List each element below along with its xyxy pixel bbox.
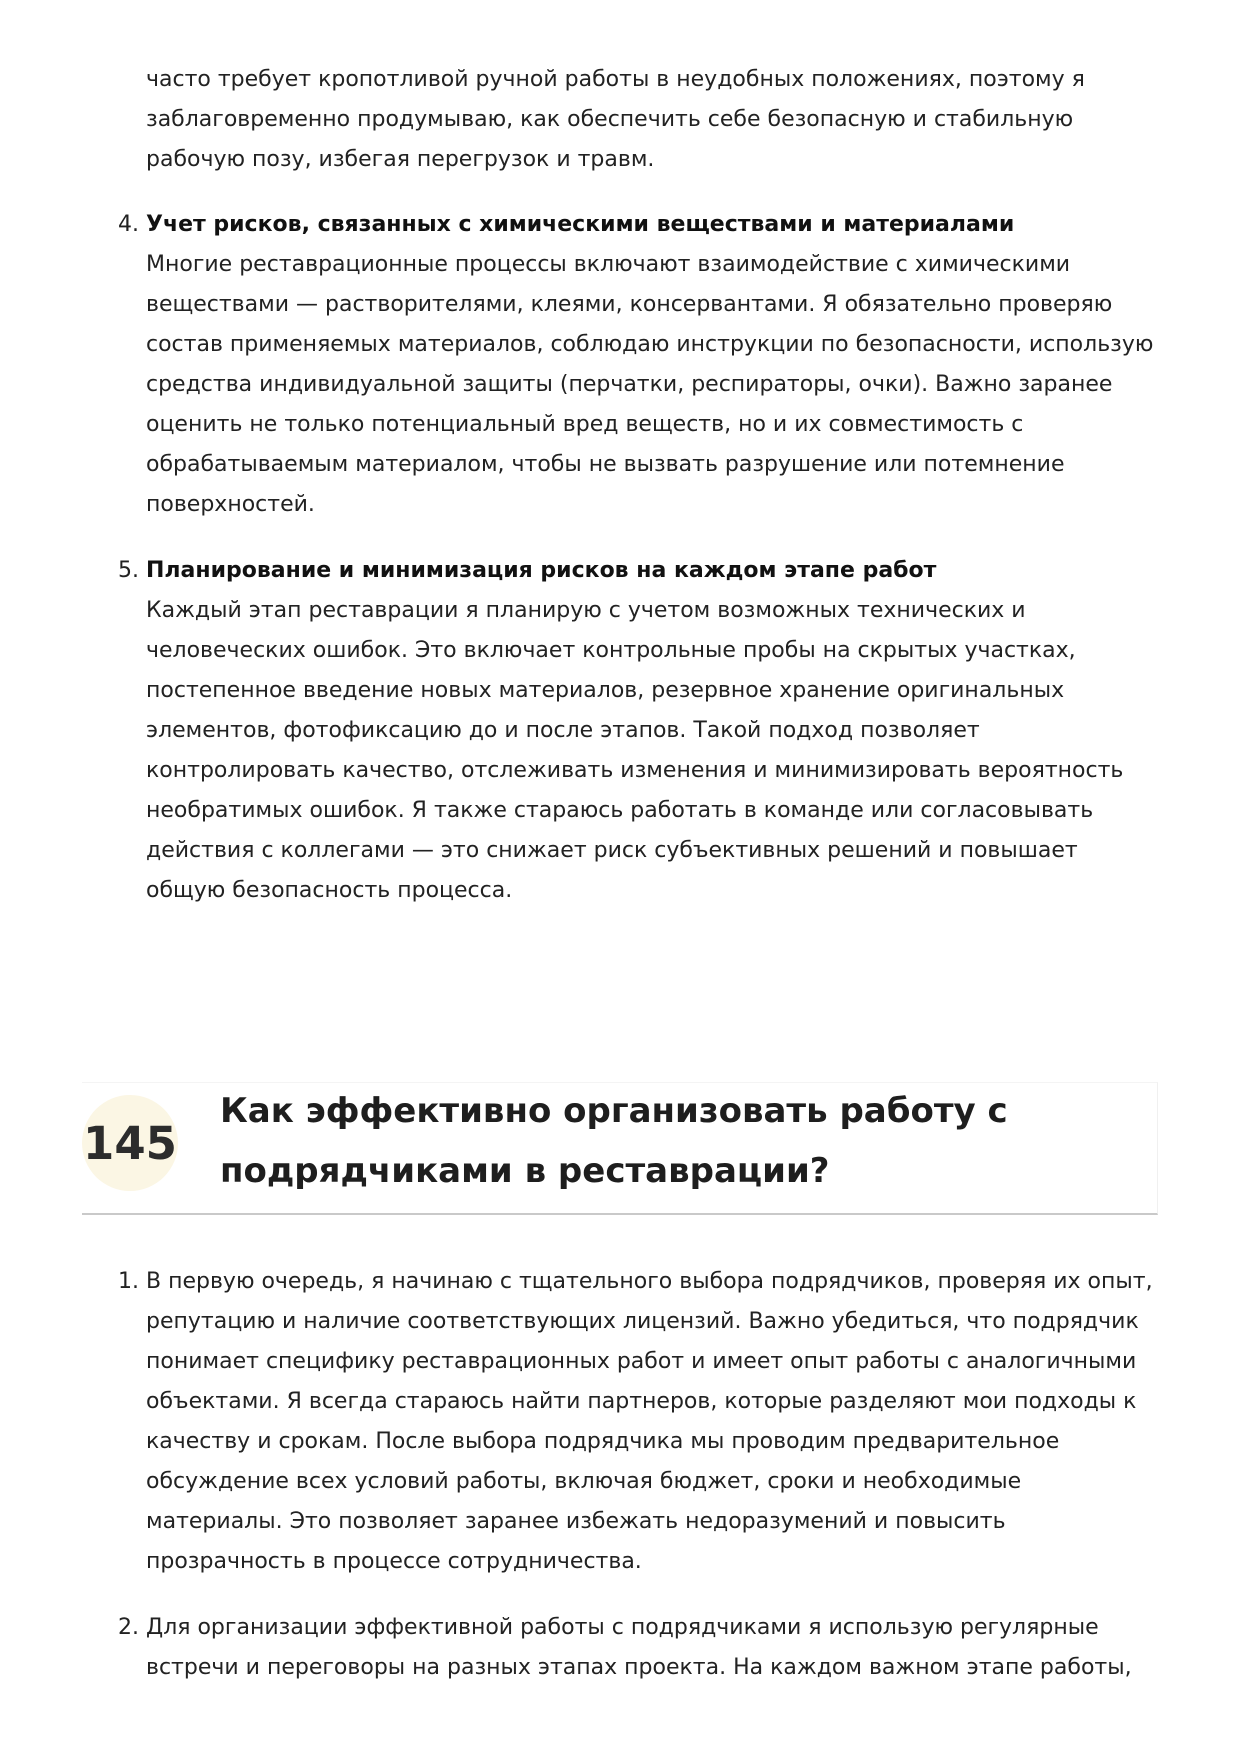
list-item: [118, 551, 1161, 911]
item-number: 4.: [118, 212, 139, 237]
item-body: Многие реставрационные процессы включают взаимодействие с химическими веществами — растворителями, клеями, консервантами. Я обязательно проверяю состав применяемых материалов, соблюдаю инструкции по безопасности, использую средства индивидуальной защиты (перчатки, респираторы, очки). Важно заранее оценить не только потенциальный вред веществ, но и их совместимость с обрабатываемым материалом, чтобы не вызвать разрушение или потемнение поверхностей.: [146, 252, 1154, 517]
list-item: [118, 1608, 1161, 1688]
answer-list: [118, 1262, 1161, 1688]
continuation-text: часто требует кропотливой ручной работы в неудобных положениях, поэтому я заблаговременно продумываю, как обеспечить себе безопасную и стабильную рабочую позу, избегая перегрузок и травм.: [146, 67, 1085, 172]
item-body: Каждый этап реставрации я планирую с учетом возможных технических и человеческих ошибок. Это включает контрольные пробы на скрытых участках, постепенное введение новых материалов, резервное хранение оригинальных элементов, фотофиксацию до и после этапов. Такой подход позволяет контролировать качество, отслеживать изменения и минимизировать вероятность необратимых ошибок. Я также стараюсь работать в команде или согласовывать действия с коллегами — это снижает риск субъективных решений и повышает общую безопасность процесса.: [146, 598, 1124, 903]
question-header: [82, 1082, 1158, 1215]
item-title: Учет рисков, связанных с химическими веществами и материалами: [146, 212, 1015, 237]
safety-list: [118, 205, 1161, 911]
list-item: [118, 205, 1161, 525]
continuation-paragraph: [146, 60, 1161, 180]
item-number: 1.: [118, 1269, 139, 1294]
item-body: Для организации эффективной работы с подрядчиками я использую регулярные встречи и переговоры на разных этапах проекта. На каждом важном этапе работы,: [146, 1615, 1132, 1680]
item-body: В первую очередь, я начинаю с тщательного выбора подрядчиков, проверяя их опыт, репутацию и наличие соответствующих лицензий. Важно убедиться, что подрядчик понимает специфику реставрационных работ и имеет опыт работы с аналогичными объектами. Я всегда стараюсь найти партнеров, которые разделяют мои подходы к качеству и срокам. После выбора подрядчика мы проводим предварительное обсуждение всех условий работы, включая бюджет, сроки и необходимые материалы. Это позволяет заранее избежать недоразумений и повысить прозрачность в процессе сотрудничества.: [146, 1269, 1153, 1574]
question-number-badge: 145: [82, 1095, 178, 1191]
item-title: Планирование и минимизация рисков на каждом этапе работ: [146, 558, 937, 583]
list-item: [118, 1262, 1161, 1582]
item-number: 2.: [118, 1615, 139, 1640]
question-title: Как эффективно организовать работу с подрядчиками в реставрации?: [220, 1091, 1008, 1191]
item-number: 5.: [118, 558, 139, 583]
